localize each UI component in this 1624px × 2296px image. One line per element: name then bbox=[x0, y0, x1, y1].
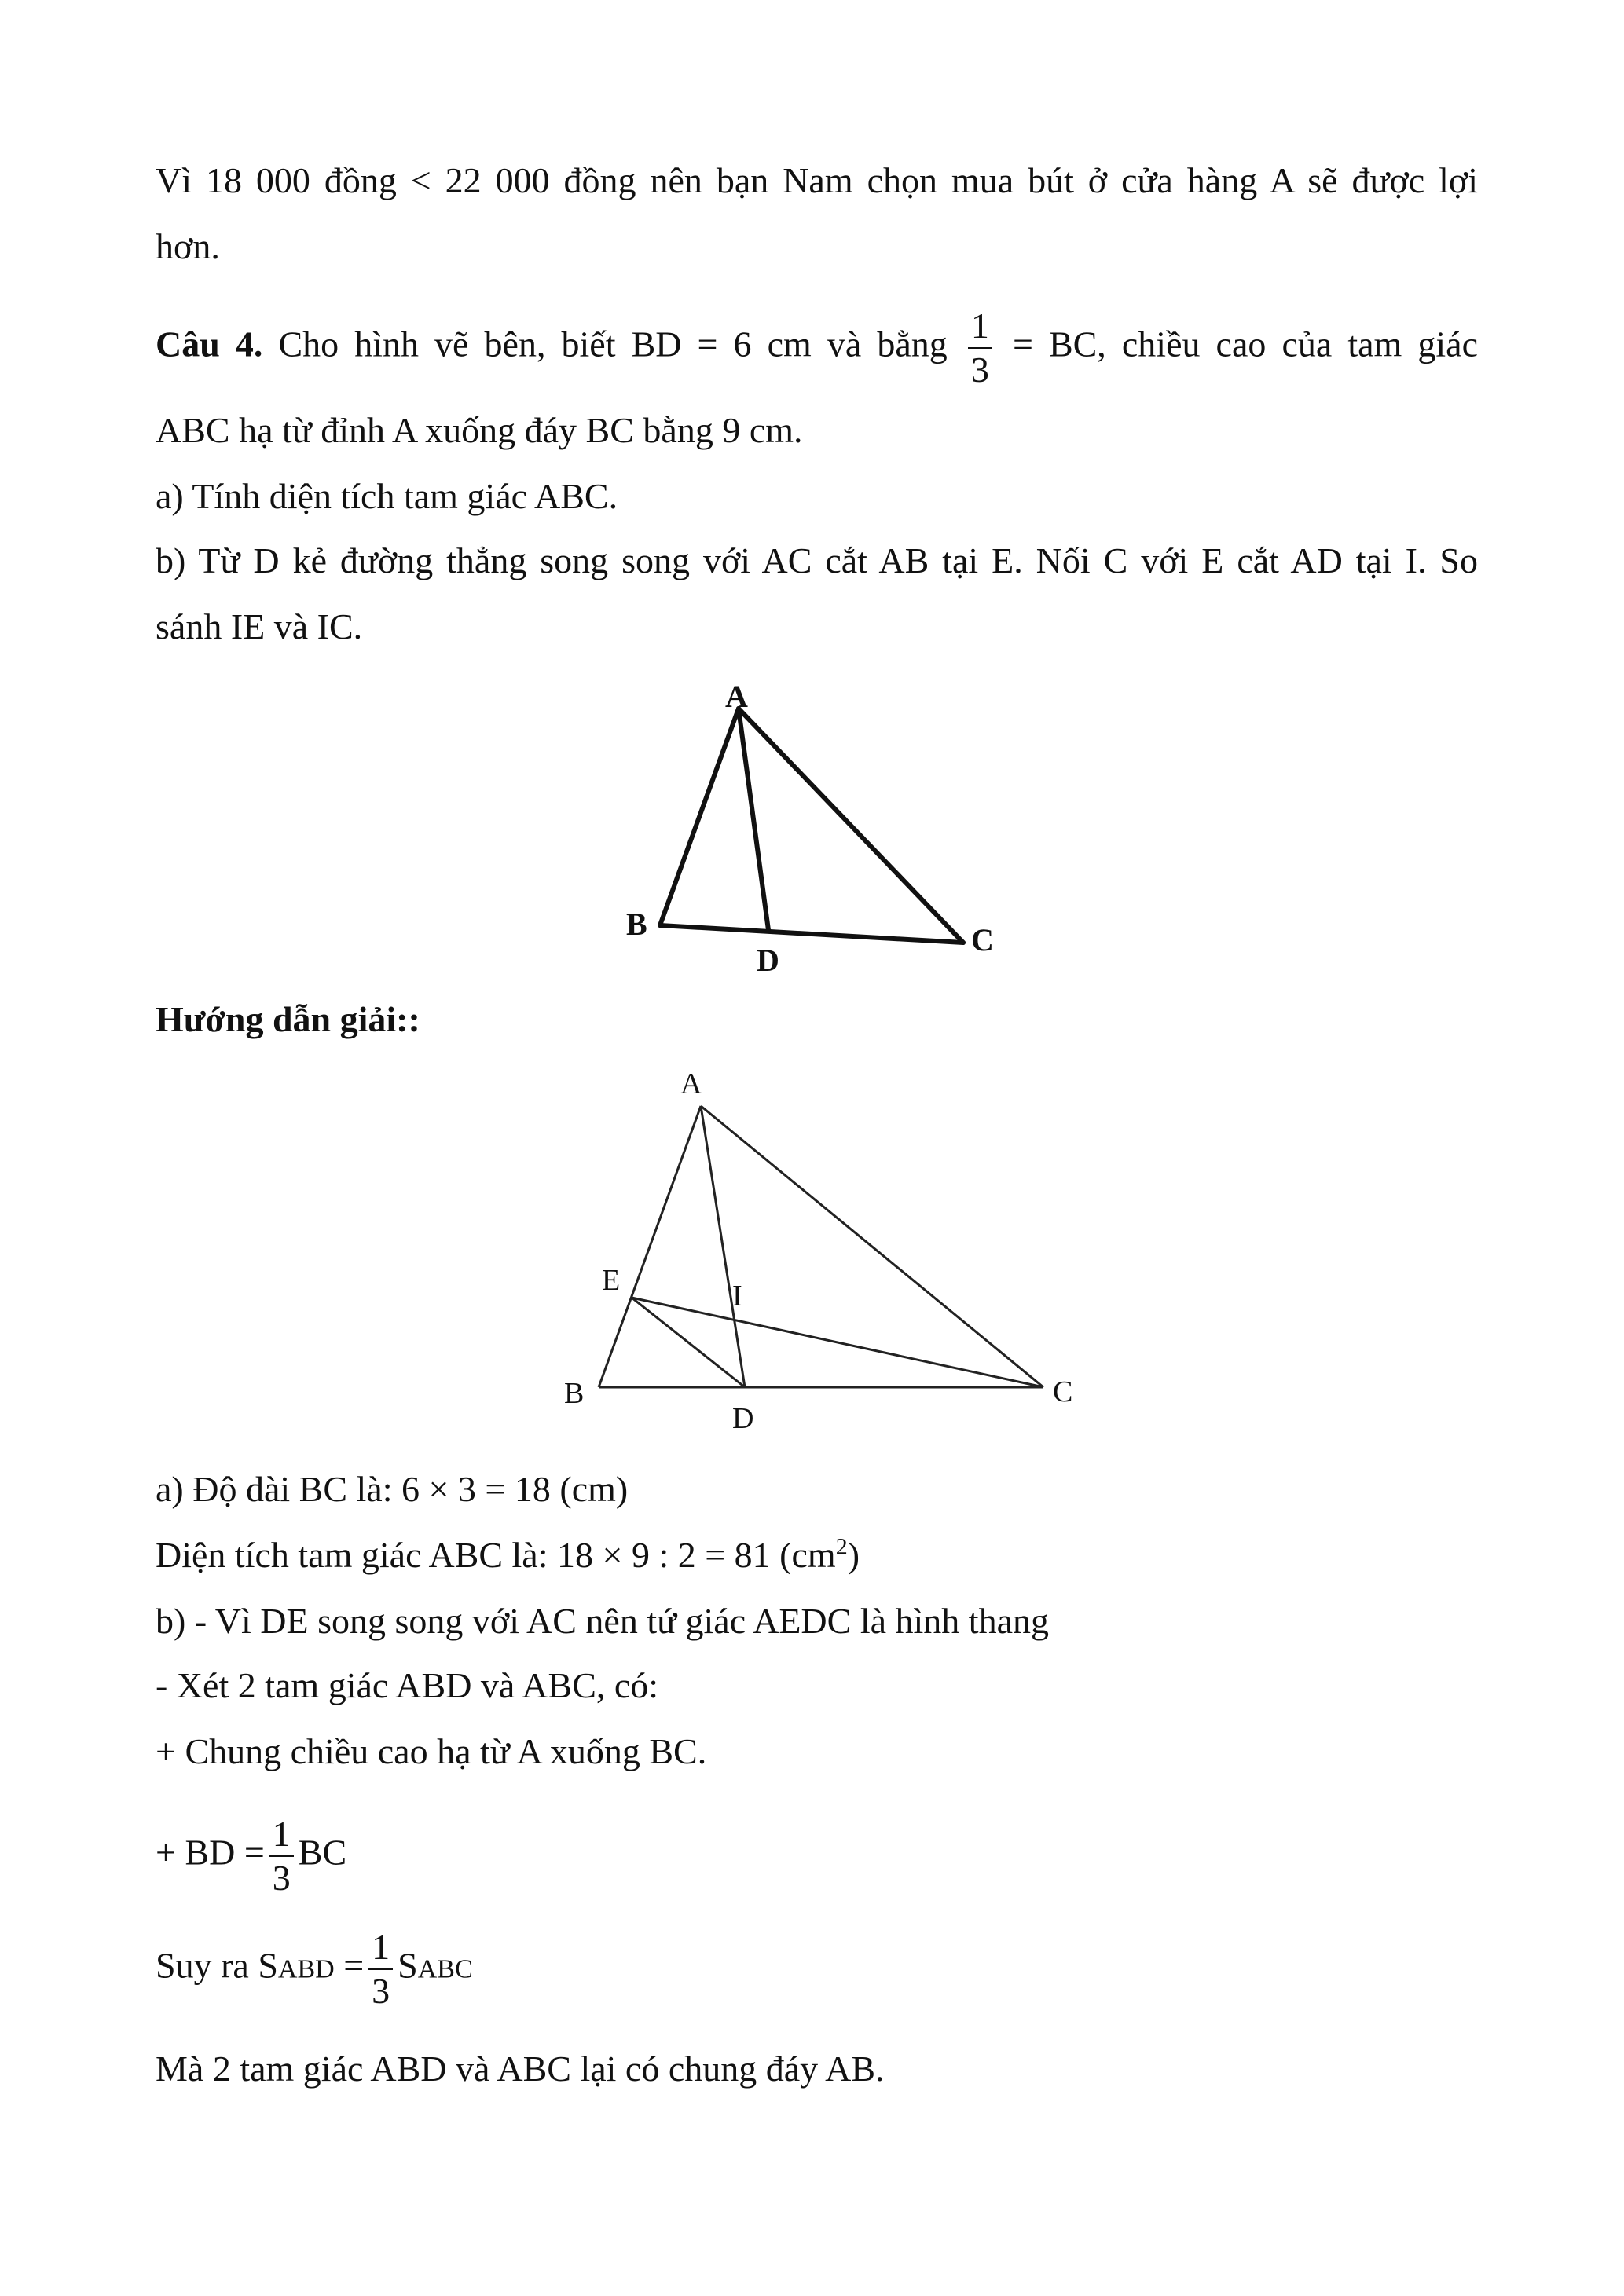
solution-area-text: Diện tích tam giác ABC là: 18 × 9 : 2 = 81 (cm bbox=[156, 1535, 836, 1575]
solution-compare-line: - Xét 2 tam giác ABD và ABC, có: bbox=[156, 1665, 659, 1705]
question-4-part-a: a) Tính diện tích tam giác ABC. bbox=[156, 476, 618, 516]
label-e: E bbox=[602, 1264, 621, 1297]
fraction-one-third bbox=[269, 1816, 294, 1896]
label-b: B bbox=[564, 1377, 585, 1410]
text-line-conclusion-end: hơn. bbox=[156, 226, 220, 266]
area-symbol: S bbox=[398, 1945, 418, 1986]
solution-area-close: ) bbox=[847, 1535, 860, 1575]
solution-height-line: + Chung chiều cao hạ từ A xuống BC. bbox=[156, 1731, 707, 1771]
fraction-denominator: 3 bbox=[970, 350, 989, 390]
text-line-conclusion: Vì 18 000 đồng < 22 000 đồng nên bạn Nam chọn mua bút ở cửa hàng A sẽ được lợi bbox=[156, 160, 1478, 200]
bd-bc-text: BC bbox=[298, 1832, 347, 1873]
segment-ab bbox=[599, 1106, 701, 1387]
figure-triangle-abc bbox=[597, 676, 1037, 974]
subscript-abc: ABC bbox=[417, 1954, 473, 1984]
bd-equals-text: + BD = bbox=[156, 1832, 265, 1873]
suy-ra-text: Suy ra S bbox=[156, 1945, 278, 1986]
segment-ad bbox=[739, 709, 768, 930]
segment-ad bbox=[701, 1106, 745, 1387]
solution-heading: Hướng dẫn giải:: bbox=[156, 999, 420, 1039]
label-a: A bbox=[680, 1067, 702, 1100]
equals-sign: = bbox=[343, 1945, 365, 1986]
segment-bc bbox=[660, 925, 963, 943]
label-c: C bbox=[971, 922, 994, 958]
solution-area-line bbox=[156, 1532, 860, 1579]
segment-ab bbox=[660, 709, 739, 925]
fraction-denominator: 3 bbox=[372, 1971, 390, 2011]
solution-common-base-line: Mà 2 tam giác ABD và ABC lại có chung đáy AB. bbox=[156, 2049, 885, 2089]
question-4-text-part1: Cho hình vẽ bên, biết BD = 6 cm và bằng bbox=[278, 324, 948, 364]
fraction-numerator: 1 bbox=[368, 1929, 393, 1970]
question-4-height-line: ABC hạ từ đỉnh A xuống đáy BC bằng 9 cm. bbox=[156, 410, 803, 450]
fraction-one-third bbox=[968, 308, 992, 388]
solution-area-ratio-line bbox=[156, 1929, 473, 2009]
question-4-text-part2: = BC, chiều cao của tam giác bbox=[1012, 324, 1479, 364]
label-d: D bbox=[757, 943, 779, 974]
fraction-one-third bbox=[368, 1929, 393, 2009]
fraction-numerator: 1 bbox=[269, 1816, 294, 1857]
subscript-abd: ABD bbox=[277, 1954, 335, 1984]
question-4-label: Câu 4. bbox=[156, 324, 263, 364]
question-4-line bbox=[156, 308, 1478, 388]
label-i: I bbox=[732, 1280, 742, 1313]
solution-part-b: b) - Vì DE song song với AC nên tứ giác AEDC là hình thang bbox=[156, 1601, 1049, 1641]
segment-ac bbox=[739, 709, 963, 943]
label-b: B bbox=[626, 906, 647, 942]
label-a: A bbox=[725, 679, 748, 714]
question-4-part-b: b) Từ D kẻ đường thẳng song song với AC cắt AB tại E. Nối C với E cắt AD tại I. So bbox=[156, 540, 1478, 580]
figure-solution-triangle bbox=[550, 1053, 1100, 1445]
solution-bd-line bbox=[156, 1816, 346, 1896]
area-unit-exponent: 2 bbox=[835, 1533, 848, 1560]
fraction-numerator: 1 bbox=[968, 308, 992, 349]
segment-ec bbox=[632, 1298, 1043, 1387]
label-c: C bbox=[1053, 1375, 1073, 1408]
solution-part-a: a) Độ dài BC là: 6 × 3 = 18 (cm) bbox=[156, 1469, 629, 1509]
label-d: D bbox=[732, 1402, 754, 1435]
question-4-part-b-end: sánh IE và IC. bbox=[156, 606, 363, 646]
segment-ac bbox=[701, 1106, 1043, 1387]
fraction-denominator: 3 bbox=[272, 1858, 291, 1898]
